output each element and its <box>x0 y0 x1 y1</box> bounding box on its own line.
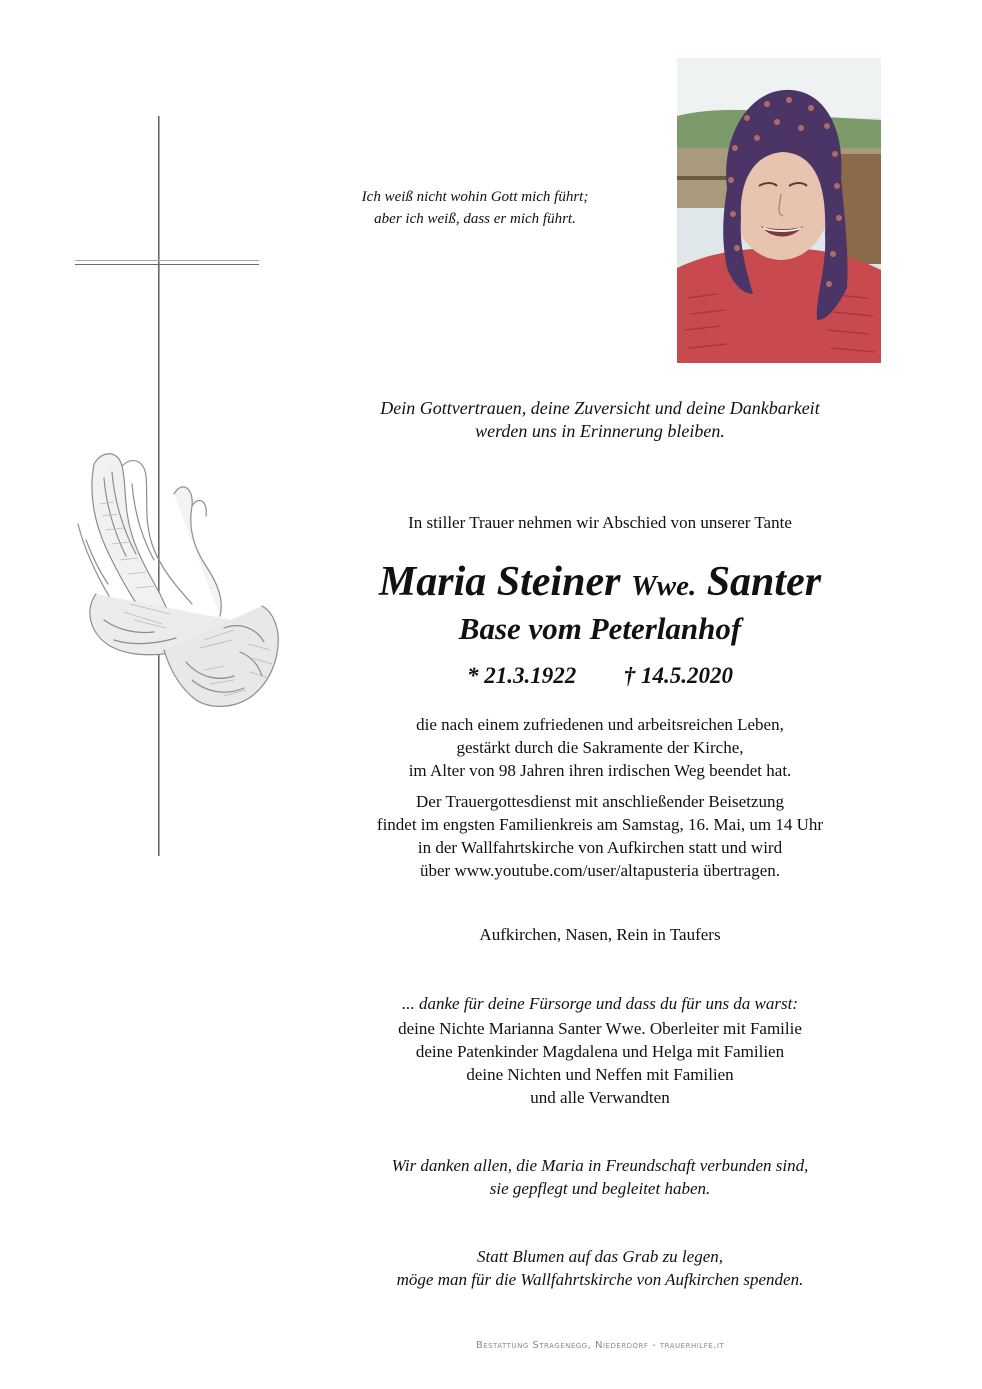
verse-line: aber ich weiß, dass er mich führt. <box>374 211 576 227</box>
gratitude-line: Wir danken allen, die Maria in Freundschaft verbunden sind, <box>391 1156 809 1175</box>
birth-date: * 21.3.1922 <box>467 663 577 688</box>
gratitude-line: sie gepflegt und begleitet haben. <box>489 1179 711 1198</box>
widow-marker: Wwe. <box>630 570 697 602</box>
mourner-line: deine Nichten und Neffen mit Familien <box>466 1065 734 1084</box>
portrait-photo <box>677 58 881 363</box>
tribute-text <box>300 397 900 443</box>
praying-hands-icon <box>74 444 284 712</box>
death-date: † 14.5.2020 <box>623 663 733 688</box>
mourners-list <box>300 1017 900 1109</box>
epithet-line: Base vom Peterlanhof <box>458 611 742 646</box>
places-text <box>300 923 900 946</box>
tribute-line: Dein Gottvertrauen, deine Zuversicht und deine Dankbarkeit <box>380 398 820 418</box>
mourner-line: deine Patenkinder Magdalena und Helga mit Familien <box>415 1042 785 1061</box>
announcement-intro <box>300 511 900 534</box>
thanks-intro-line: ... danke für deine Fürsorge und dass du für uns da warst: <box>401 994 799 1013</box>
service-line: über www.youtube.com/user/altapusteria übertragen. <box>419 861 781 880</box>
married-name: Santer <box>706 559 822 605</box>
tribute-line: werden uns in Erinnerung bleiben. <box>475 421 725 441</box>
service-line: Der Trauergottesdienst mit anschließender Beisetzung <box>416 792 784 811</box>
cross-horizontal-beam <box>75 260 259 265</box>
funeral-home-footer: Bestattung Stragenegg, Niederdorf - trauerhilfe.it <box>475 1340 725 1351</box>
life-line: die nach einem zufriedenen und arbeitsreichen Leben, <box>416 715 784 734</box>
donation-text <box>300 1245 900 1291</box>
bible-verse <box>300 186 650 230</box>
thanks-intro <box>300 992 900 1015</box>
service-line: findet im engsten Familienkreis am Samstag, 16. Mai, um 14 Uhr <box>376 815 824 834</box>
mourner-line: und alle Verwandten <box>530 1088 670 1107</box>
donation-line: Statt Blumen auf das Grab zu legen, <box>476 1247 723 1266</box>
places-line: Aufkirchen, Nasen, Rein in Taufers <box>479 925 721 944</box>
deceased-epithet <box>300 610 900 648</box>
life-line: gestärkt durch die Sakramente der Kirche, <box>456 738 744 757</box>
life-dates <box>300 661 900 691</box>
donation-line: möge man für die Wallfahrtskirche von Aufkirchen spenden. <box>396 1270 804 1289</box>
gratitude-text <box>300 1154 900 1200</box>
life-line: im Alter von 98 Jahren ihren irdischen Weg beendet hat. <box>408 761 792 780</box>
service-line: in der Wallfahrtskirche von Aufkirchen statt und wird <box>417 838 783 857</box>
intro-line: In stiller Trauer nehmen wir Abschied von unserer Tante <box>408 513 792 532</box>
verse-line: Ich weiß nicht wohin Gott mich führt; <box>361 189 589 205</box>
first-name: Maria Steiner <box>378 559 621 605</box>
deceased-name <box>300 557 900 611</box>
funeral-service-text <box>300 790 900 882</box>
life-text <box>300 713 900 782</box>
mourner-line: deine Nichte Marianna Santer Wwe. Oberleiter mit Familie <box>398 1019 802 1038</box>
